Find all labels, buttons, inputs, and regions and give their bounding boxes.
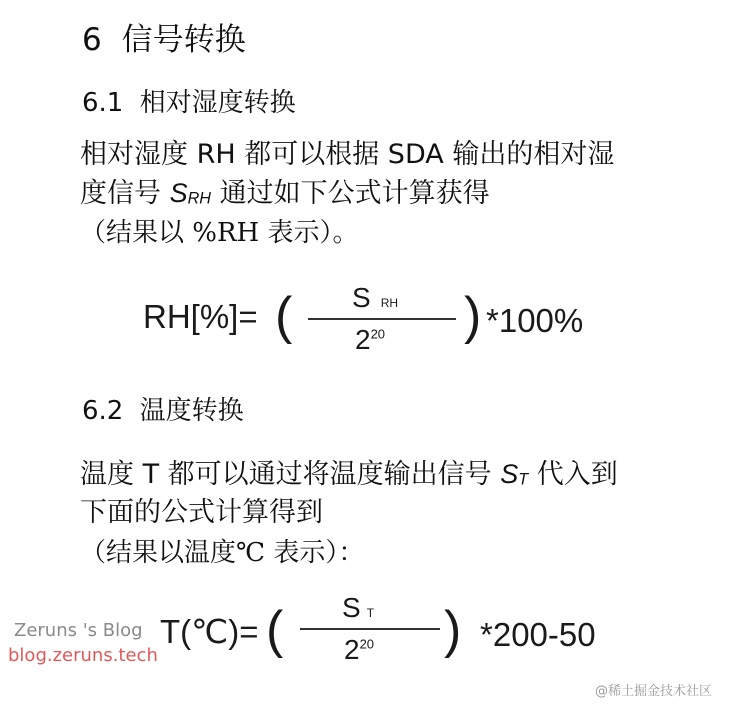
fraction-bar: [300, 628, 440, 630]
paragraph-line: 相对湿度 RH 都可以根据 SDA 输出的相对湿: [80, 139, 615, 170]
signal-symbol: $S_T$: [500, 459, 529, 489]
section-number: 6.2: [82, 396, 124, 426]
close-paren: ): [464, 287, 482, 345]
open-paren: (: [266, 601, 284, 659]
section-heading-6-2: [82, 394, 244, 428]
signal-symbol: $S_{RH}$: [169, 178, 211, 208]
heading-number: 6: [82, 22, 102, 58]
blog-name-watermark: Zeruns 's Blog: [14, 620, 143, 641]
formula-denominator: $2^{20}$: [344, 634, 375, 665]
section-number: 6.1: [82, 88, 124, 118]
formula-rhs: *200-50: [480, 616, 596, 653]
section-title: 温度转换: [139, 396, 244, 426]
formula-rhs: *100%: [486, 302, 584, 339]
open-paren: (: [275, 287, 293, 345]
paragraph-line: （结果以温度℃ 表示）：: [80, 538, 365, 568]
paragraph-line: （结果以 %RH 表示）。: [80, 218, 359, 248]
formula-denominator: $2^{20}$: [355, 324, 386, 355]
platform-watermark: @稀土掘金技术社区: [594, 684, 712, 699]
formula-numerator: SRH: [352, 282, 399, 313]
formula-lhs: RH[%]=: [143, 298, 258, 335]
fraction-bar: [308, 318, 456, 320]
section-heading-6-1: [82, 86, 296, 120]
formula-numerator: S T: [342, 592, 375, 623]
formula-lhs: T(℃)=: [160, 613, 259, 650]
main-heading: [82, 20, 246, 60]
close-paren: ): [444, 601, 462, 659]
blog-url-watermark: blog.zeruns.tech: [8, 645, 158, 666]
paragraph-line: 度信号 $S_{RH}$ 通过如下公式计算获得: [80, 178, 490, 209]
heading-title: 信号转换: [121, 22, 246, 58]
paragraph-line: 温度 T 都可以通过将温度输出信号 $S_T$ 代入到: [80, 459, 618, 490]
paragraph-line: 下面的公式计算得到: [80, 497, 323, 528]
section-title: 相对湿度转换: [139, 88, 296, 118]
